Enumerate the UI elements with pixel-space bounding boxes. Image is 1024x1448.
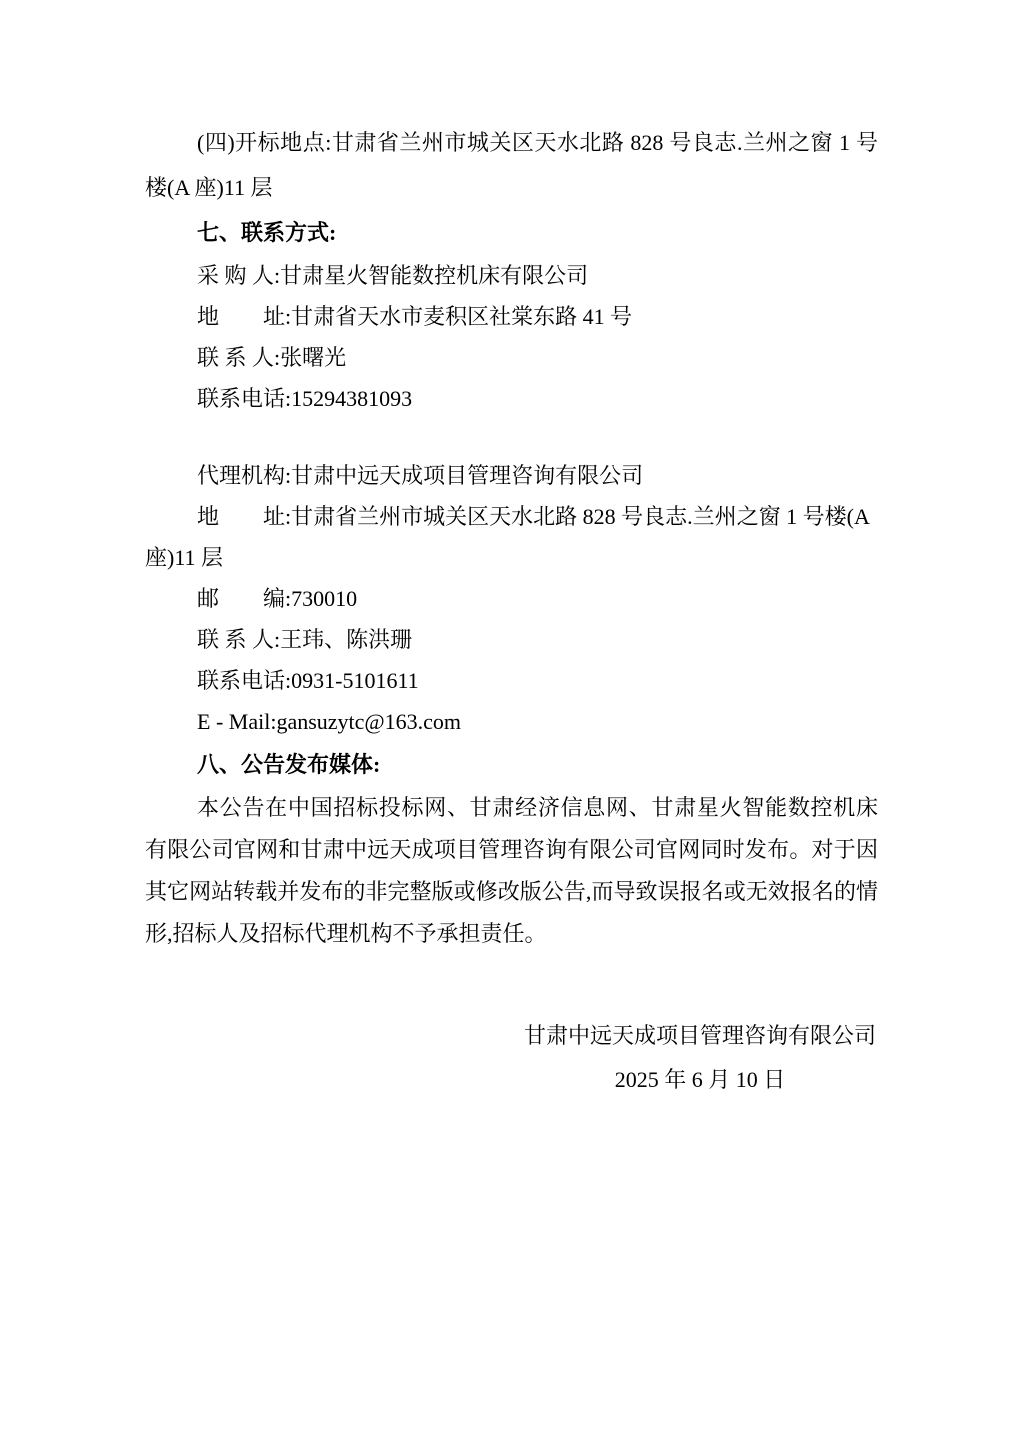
field-value: 15294381093 [291, 386, 413, 411]
purchaser-phone-row [145, 378, 878, 419]
signature-block [522, 1014, 878, 1102]
agency-postcode-row [145, 578, 878, 619]
agency-email-row [145, 701, 878, 742]
field-value: 甘肃中远天成项目管理咨询有限公司 [291, 463, 644, 488]
section-8-heading: 八、公告发布媒体: [197, 752, 381, 777]
purchaser-address-row [145, 296, 878, 337]
field-label: 采 购 人: [197, 263, 281, 288]
field-label: E - Mail: [197, 709, 277, 734]
field-value: 甘肃星火智能数控机床有限公司 [280, 263, 589, 288]
field-value: 甘肃省兰州市城关区天水北路 828 号良志.兰州之窗 1 号楼(A 座)11 层 [145, 504, 869, 570]
field-value: gansuzytc@163.com [276, 709, 462, 734]
field-label: 邮 编: [197, 586, 292, 611]
field-label: 代理机构: [197, 463, 292, 488]
purchaser-name-row [145, 255, 878, 296]
announcement-media-paragraph: 本公告在中国招标投标网、甘肃经济信息网、甘肃星火智能数控机床有限公司官网和甘肃中远天成项目管理咨询有限公司官网同时发布。对于因其它网站转载并发布的非完整版或修改版公告,而导致误报名或无效报名的情形,招标人及招标代理机构不予承担责任。 [145, 795, 878, 946]
signature-date: 2025 年 6 月 10 日 [614, 1067, 786, 1092]
field-value: 0931-5101611 [291, 668, 419, 693]
agency-phone-row [145, 660, 878, 701]
field-label: 联 系 人: [197, 345, 281, 370]
field-value: 甘肃省天水市麦积区社棠东路 41 号 [291, 304, 633, 329]
field-value: 730010 [291, 586, 358, 611]
field-value: 王玮、陈洪珊 [280, 627, 413, 652]
field-label: 联 系 人: [197, 627, 281, 652]
signature-company: 甘肃中远天成项目管理咨询有限公司 [523, 1023, 876, 1048]
agency-contact-person-row [145, 619, 878, 660]
field-label: 联系电话: [197, 668, 292, 693]
field-label: 地 址: [197, 304, 292, 329]
field-label: 联系电话: [197, 386, 292, 411]
purchaser-contact-person-row [145, 337, 878, 378]
field-value: 张曙光 [280, 345, 347, 370]
agency-address-row [145, 496, 878, 578]
agency-name-row [145, 455, 878, 496]
bid-opening-location: (四)开标地点:甘肃省兰州市城关区天水北路 828 号良志.兰州之窗 1 号楼(A 座)11 层 [145, 130, 878, 200]
section-7-heading: 七、联系方式: [197, 220, 337, 245]
field-label: 地 址: [197, 504, 292, 529]
